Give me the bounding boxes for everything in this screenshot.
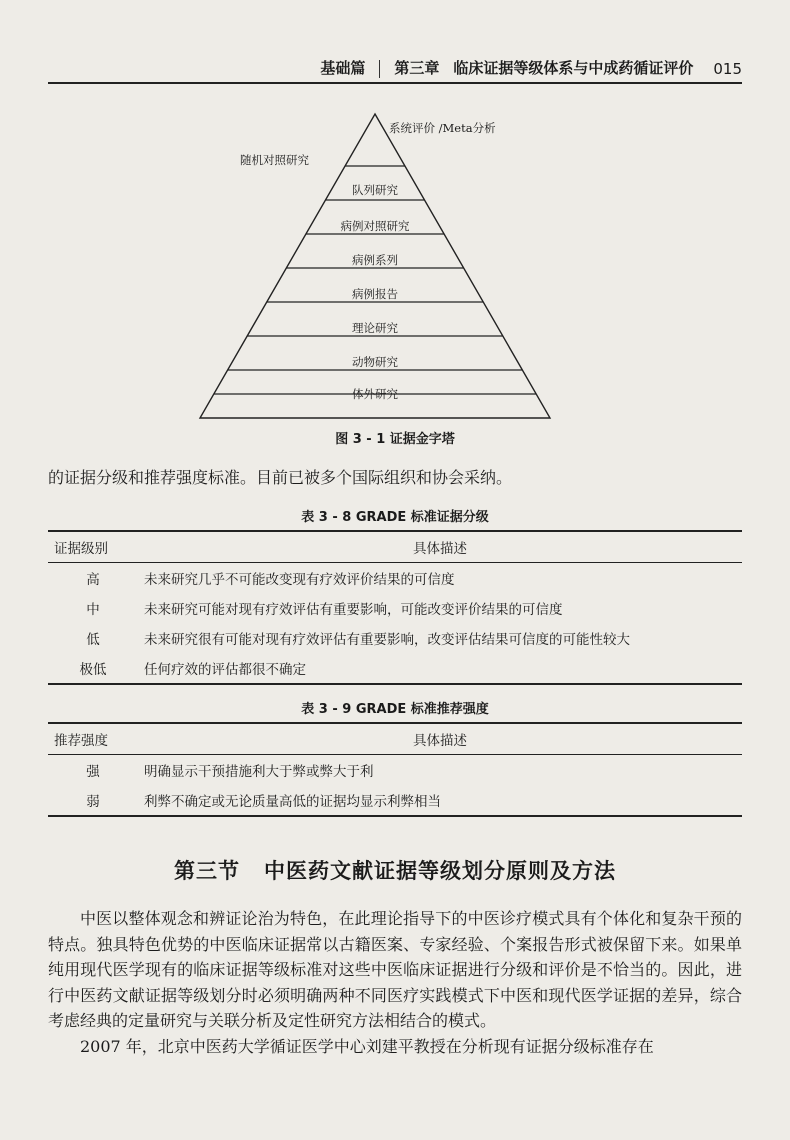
- section-title: 中医药文献证据等级划分原则及方法: [264, 859, 616, 883]
- pyramid-level-label: 病例对照研究: [340, 219, 410, 233]
- level-cell: 中: [86, 602, 100, 618]
- column-header: 具体描述: [138, 723, 742, 755]
- evidence-pyramid-figure: [190, 108, 560, 424]
- strength-cell: 弱: [48, 785, 138, 816]
- paragraph: 2007 年，北京中医药大学循证医学中心刘建平教授在分析现有证据分级标准存在: [80, 1036, 654, 1056]
- chapter-title: 临床证据等级体系与中成药循证评价: [453, 59, 694, 77]
- grade-evidence-table: [48, 530, 742, 685]
- table-header-row: [48, 723, 742, 755]
- page-number: 015: [713, 60, 742, 78]
- table-row: [48, 653, 742, 684]
- section-heading: [0, 855, 790, 885]
- table-row: [48, 563, 742, 594]
- running-header: [48, 52, 742, 84]
- paragraph: 中医以整体观念和辨证论治为特色，在此理论指导下的中医诊疗模式具有个体化和复杂干预的特点。独具特色优势的中医临床证据常以古籍医案、专家经验、个案报告形式被保留下来。如果单纯用现代医学现有的临床证据等级标准对这些中医临床证据进行分级和评价是不恰当的。因此，进行中医药文献证据等级划分时必须明确两种不同医疗实践模式下中医和现代医学证据的差异，综合考虑经典的定量研究与关联分析及定性研究方法相结合的模式。: [48, 909, 742, 1030]
- pyramid-level-label: 病例系列: [352, 253, 398, 267]
- pyramid-level-label: 队列研究: [352, 183, 398, 197]
- description-cell: 利弊不确定或无论质量高低的证据均显示利弊相当: [138, 785, 742, 816]
- table1-title: 表 3 - 8 GRADE 标准证据分级: [301, 510, 489, 525]
- part-label: 基础篇: [320, 59, 366, 77]
- column-header: 推荐强度: [48, 723, 138, 755]
- description-cell: 任何疗效的评估都很不确定: [138, 653, 742, 684]
- table-row: [48, 623, 742, 653]
- pyramid-level-label: 体外研究: [352, 387, 398, 401]
- table-row: [48, 755, 742, 786]
- pyramid-level-label: 动物研究: [352, 355, 398, 369]
- pyramid-svg: [190, 108, 560, 424]
- pyramid-level-label: 病例报告: [352, 287, 398, 301]
- description-cell: 明确显示干预措施利大于弊或弊大于利: [144, 764, 374, 780]
- table-row: [48, 785, 742, 816]
- table2-title: 表 3 - 9 GRADE 标准推荐强度: [301, 702, 489, 717]
- level-cell: 高: [86, 572, 100, 588]
- table-header-row: [48, 531, 742, 563]
- description-cell: 未来研究几乎不可能改变现有疗效评价结果的可信度: [144, 572, 455, 588]
- pyramid-level-label: 系统评价 /Meta分析: [389, 121, 496, 135]
- description-cell: 未来研究可能对现有疗效评估有重要影响，可能改变评价结果的可信度: [144, 602, 563, 618]
- column-header: 具体描述: [138, 531, 742, 563]
- level-cell: 极低: [48, 653, 138, 684]
- header-divider: [379, 60, 380, 78]
- chapter-label: 第三章: [394, 59, 440, 77]
- table-row: [48, 593, 742, 623]
- figure-caption: 图 3 - 1 证据金字塔: [335, 432, 455, 447]
- body-text-line: 的证据分级和推荐强度标准。目前已被多个国际组织和协会采纳。: [48, 468, 513, 487]
- pyramid-level-label: 随机对照研究: [240, 153, 309, 167]
- pyramid-level-label: 理论研究: [352, 321, 398, 335]
- grade-recommendation-table: [48, 722, 742, 817]
- body-paragraphs: [48, 906, 742, 1059]
- section-number: 第三节: [174, 859, 240, 883]
- description-cell: 未来研究很有可能对现有疗效评估有重要影响，改变评估结果可信度的可能性较大: [144, 632, 630, 648]
- strength-cell: 强: [86, 764, 100, 780]
- column-header: 证据级别: [48, 531, 138, 563]
- level-cell: 低: [86, 632, 100, 648]
